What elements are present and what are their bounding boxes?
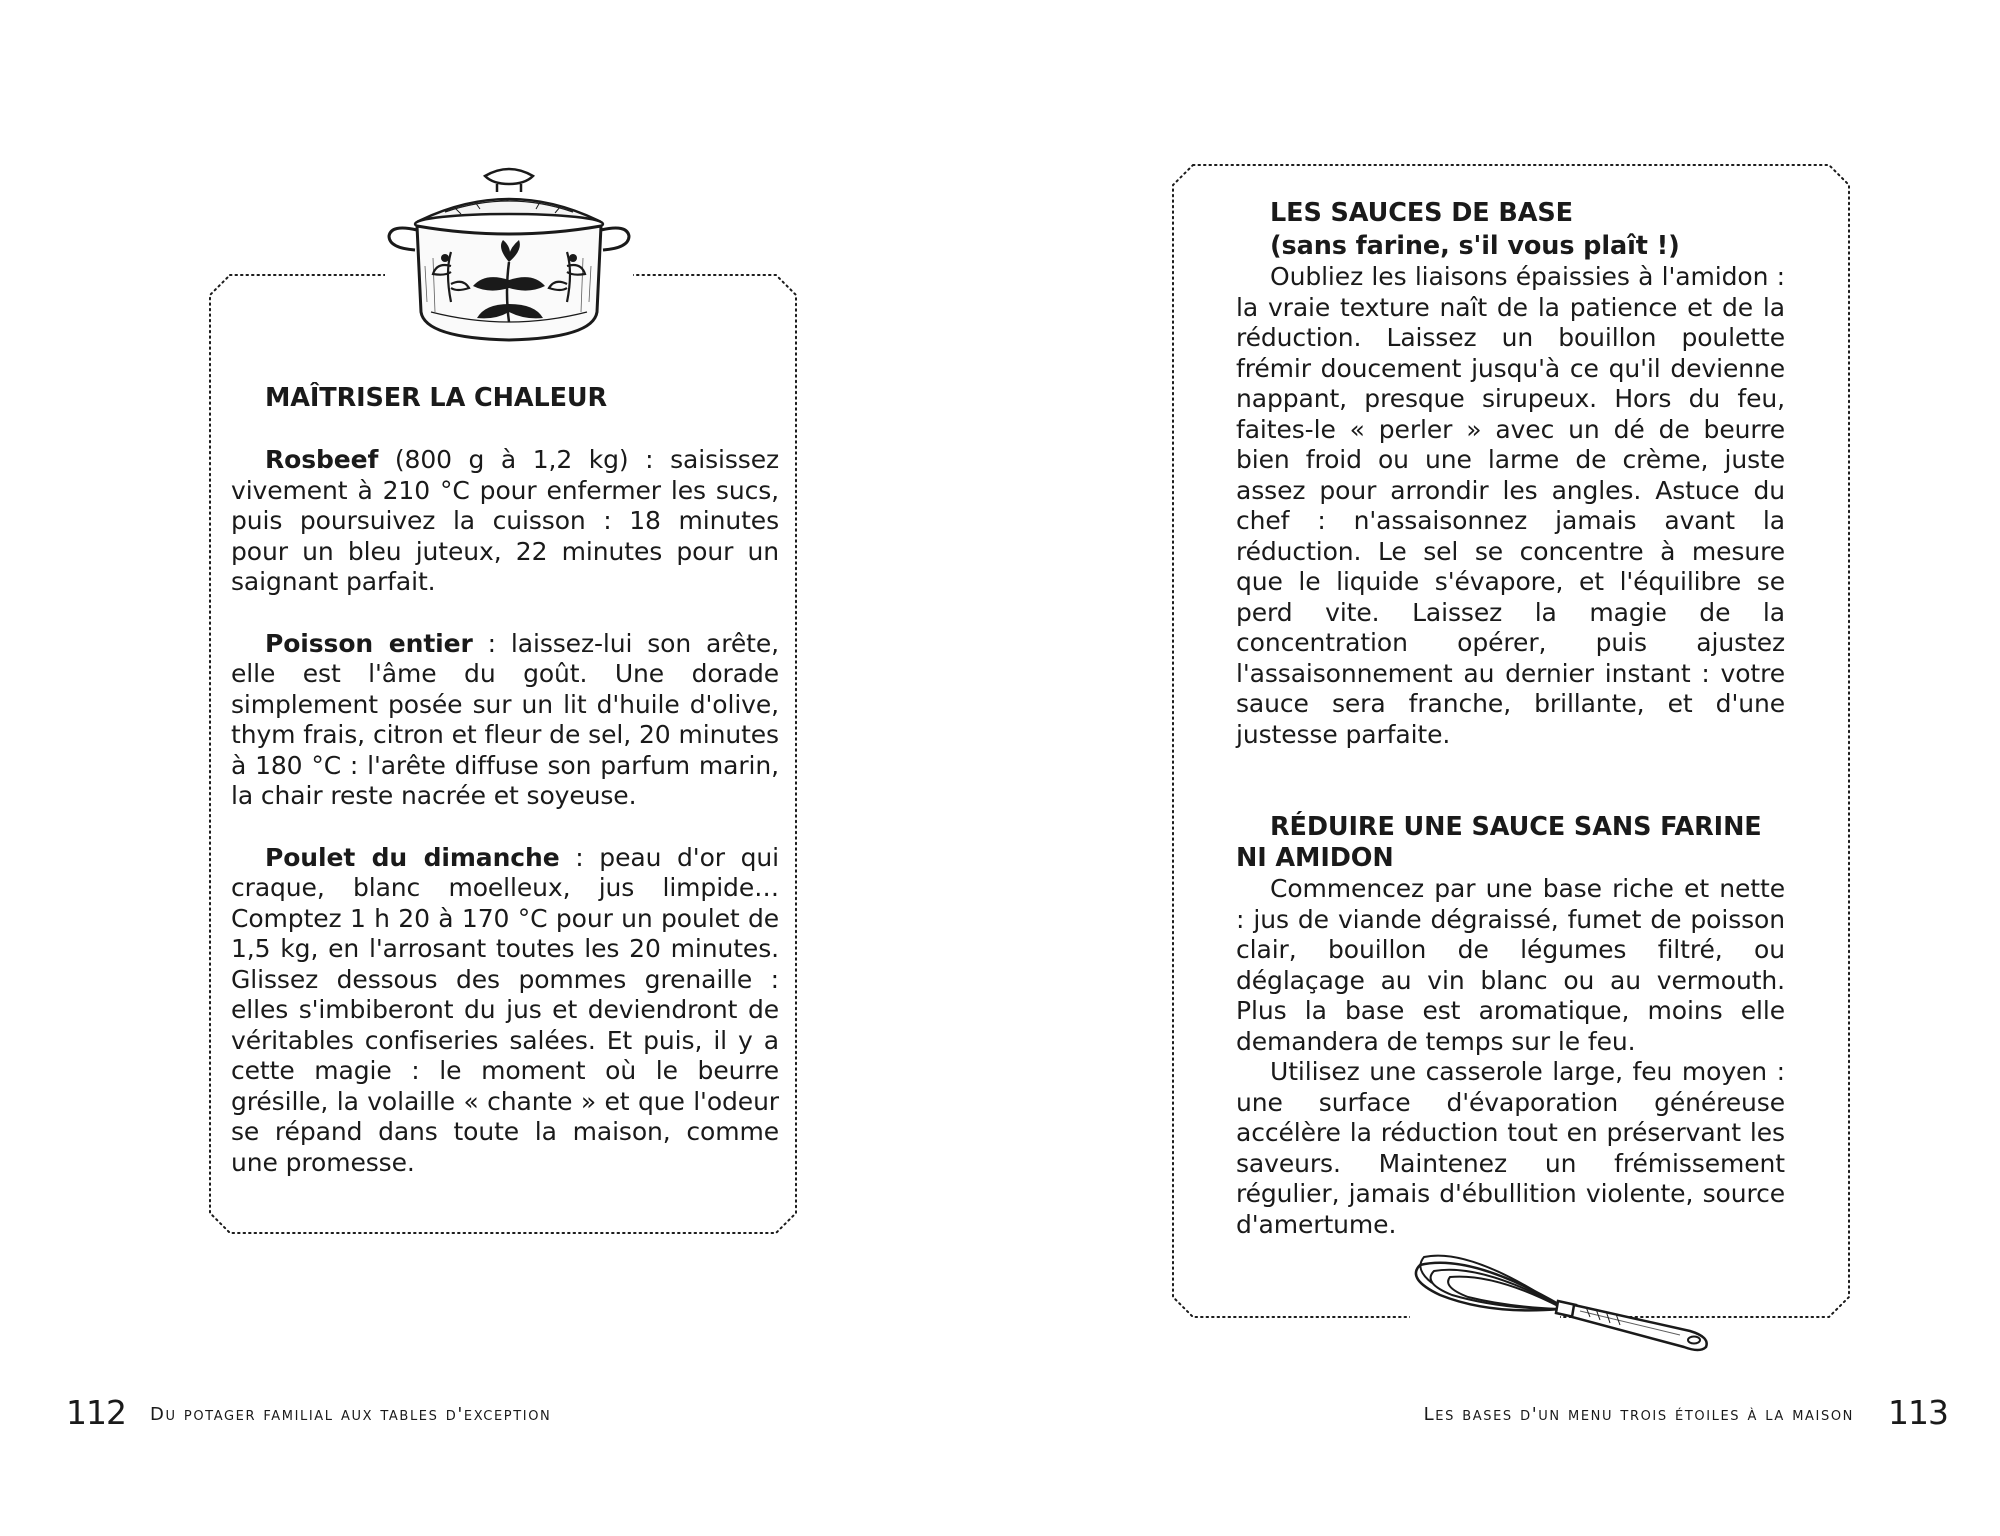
text-poisson: : laissez-lui son arête, elle est l'âme du goût. Une dorade simplement posée sur un lit d'huile d'olive, thym frais, citron et fleur de sel, 20 minutes à 180 °C : l'arête diffuse son parfum marin, la chair reste nacrée et soyeuse. bbox=[231, 628, 779, 810]
left-page-content bbox=[231, 383, 779, 1178]
section-heading-chaleur: MAÎTRISER LA CHALEUR bbox=[265, 383, 608, 413]
right-page-content bbox=[1236, 198, 1785, 1240]
running-title-right: Les bases d'un menu trois étoiles à la maison bbox=[1423, 1404, 1854, 1425]
whisk-icon bbox=[1410, 1243, 1715, 1355]
section-heading-sauces: LES SAUCES DE BASE bbox=[1270, 198, 1573, 228]
cooking-pot-icon bbox=[385, 162, 633, 348]
page-number-right: 113 bbox=[1888, 1393, 1948, 1432]
section-heading-reduire: RÉDUIRE UNE SAUCE SANS FARINE bbox=[1270, 812, 1762, 842]
page-number-left: 112 bbox=[66, 1393, 126, 1432]
section-subtitle-sauces: (sans farine, s'il vous plaît !) bbox=[1270, 231, 1680, 261]
text-rosbeef: (800 g à 1,2 kg) : saisissez vivement à 210 °C pour enfermer les sucs, puis poursuivez la cuisson : 18 minutes pour un bleu juteux, 22 minutes pour un saignant parfait. bbox=[231, 445, 779, 596]
running-title-left: Du potager familial aux tables d'exception bbox=[150, 1404, 552, 1425]
paragraph-poulet bbox=[231, 843, 779, 1179]
paragraph-poisson bbox=[231, 629, 779, 812]
paragraph-sauces-intro: Oubliez les liaisons épaissies à l'amidon : la vraie texture naît de la patience et de la réduction. Laissez un bouillon poulette frémir doucement jusqu'à ce qu'il devienne nappant, presque sirupeux. Hors du feu, faites-le « perler » avec un dé de beurre bien froid ou une larme de crème, juste assez pour arrondir les angles. Astuce du chef : n'assaisonnez jamais avant la réduction. Le sel se concentre à mesure que le liquide s'évapore, et l'équilibre se perd vite. Laissez la magie de la concentration opérer, puis ajustez l'assaisonnement au dernier instant : votre sauce sera franche, brillante, et d'une justesse parfaite. bbox=[1236, 262, 1785, 749]
paragraph-base: Commencez par une base riche et nette : jus de viande dégraissé, fumet de poisson clair, bouillon de légumes filtré, ou déglaçage au vin blanc ou au vermouth. Plus la base est aromatique, moins elle demandera de temps sur le feu. bbox=[1236, 874, 1785, 1056]
text-poulet: : peau d'or qui craque, blanc moelleux, jus limpide… Comptez 1 h 20 à 170 °C pour un poulet de 1,5 kg, en l'arrosant toutes les 20 minutes. Glissez dessous des pommes grenaille : elles s'imbiberont du jus et deviendront de véritables confiseries salées. Et puis, il y a cette magie : le moment où le beurre grésille, la volaille « chante » et que l'odeur se répand dans toute la maison, comme une promesse. bbox=[231, 842, 780, 1177]
paragraph-casserole: Utilisez une casserole large, feu moyen : une surface d'évaporation généreuse accélère la réduction tout en préservant les saveurs. Maintenez un frémissement régulier, jamais d'ébullition violente, source d'amertume. bbox=[1236, 1057, 1785, 1239]
term-poisson: Poisson entier bbox=[265, 628, 473, 658]
paragraph-rosbeef bbox=[231, 445, 779, 598]
term-rosbeef: Rosbeef bbox=[265, 445, 379, 474]
section-heading-reduire-line2: NI AMIDON bbox=[1236, 843, 1394, 873]
term-poulet: Poulet du dimanche bbox=[265, 842, 560, 872]
